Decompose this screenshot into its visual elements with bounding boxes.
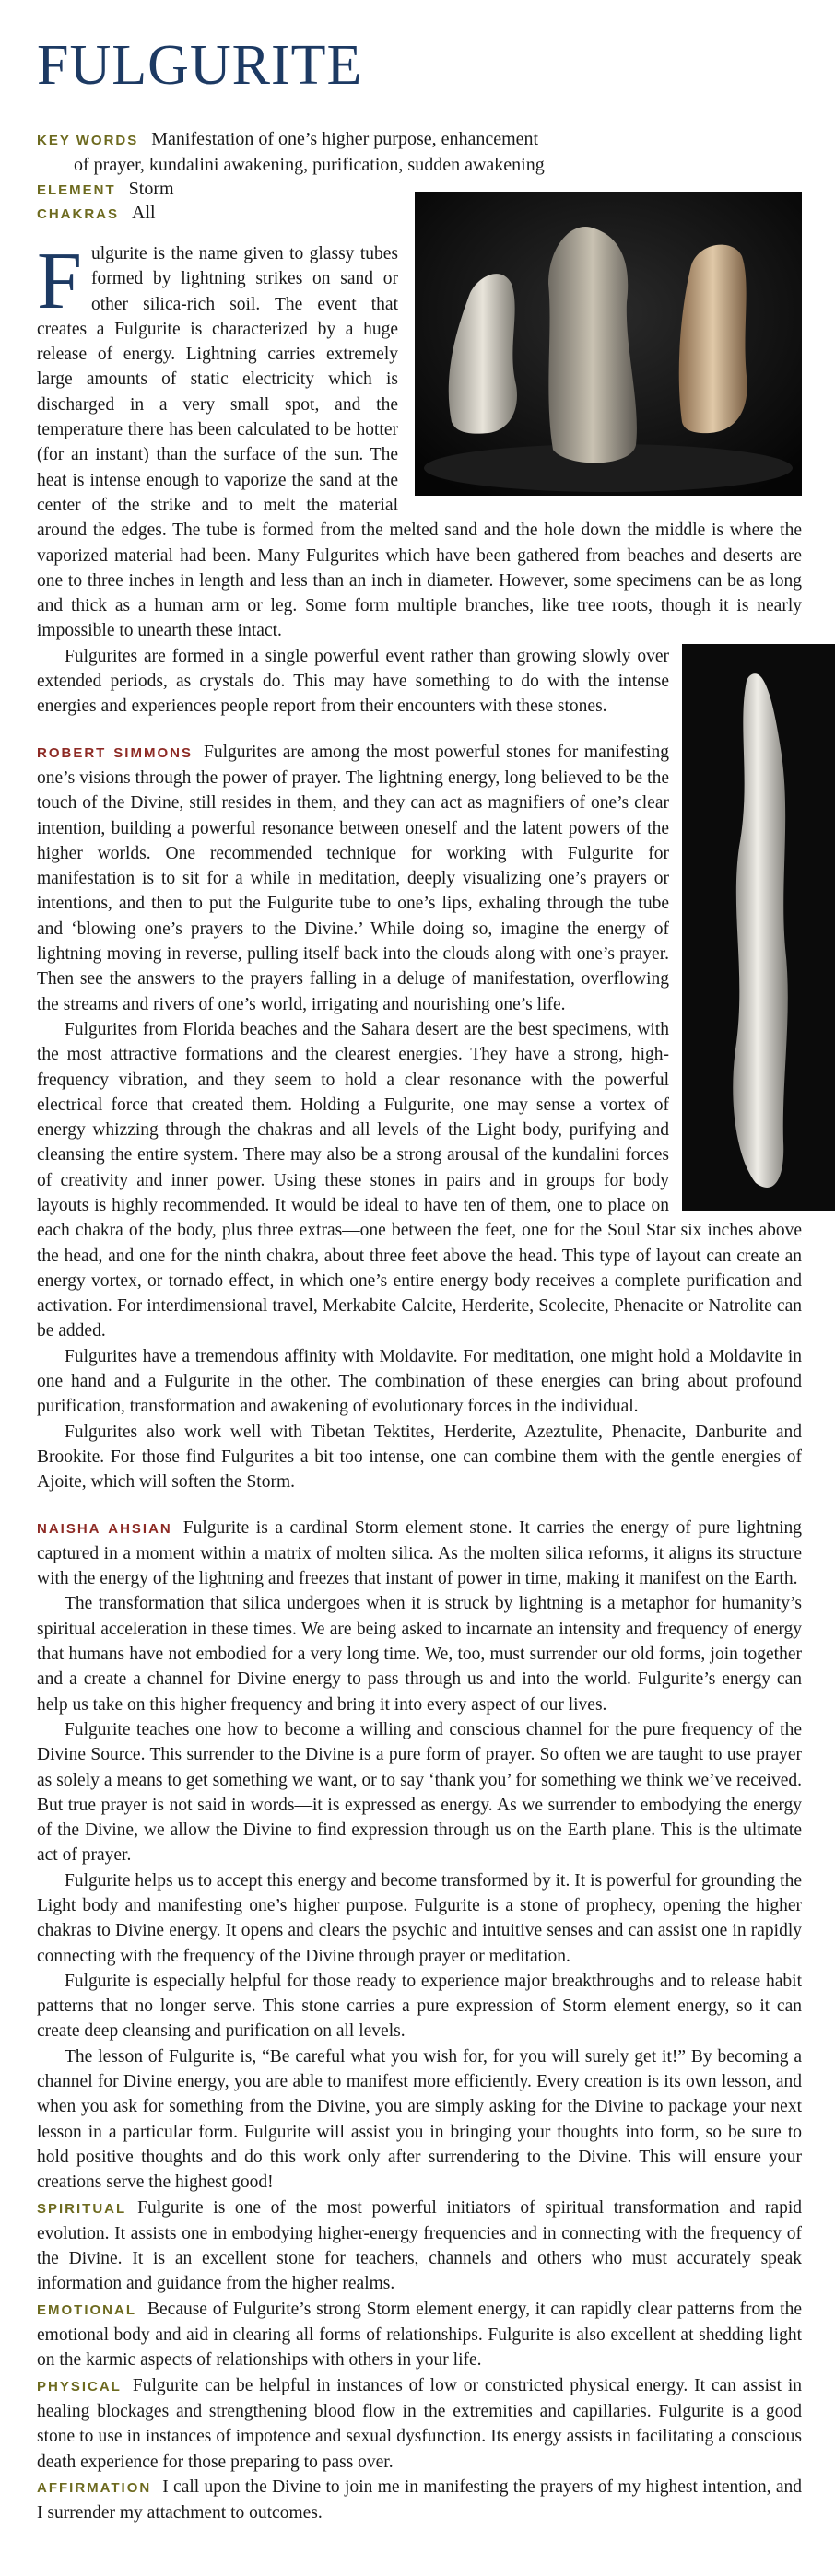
element-row xyxy=(37,177,174,203)
naisha-paragraph-5: Fulgurite is especially helpful for those ready to experience major breakthroughs and to release habit patterns that no longer serve. This stone carries a pure expression of Storm element energy, so it can create deep cleansing and purification on all levels. xyxy=(37,1971,802,2042)
robert-paragraph-2: Fulgurites from Florida beaches and the Sahara desert are the best specimens, with the most attractive formations and the clearest energies. They have a strong, high-frequency vibration, and they seem to hold a clear resonance with the powerful electrical force that created them. Holding a Fulgurite, one may sense a vortex of energy whizzing through the chakras and all levels of the Light body, purifying and cleansing the entire system. There may also be a strong arousal of the kundalini forces of creativity and inner power. Using these stones in pairs and in groups for body layouts is highly recommended. It would be ideal to have ten of them, one to place on each chakra of the body, plus three extras—one between the feet, one for the Soul Star six inches above the head, and one for the ninth chakra, about three feet above the head. This type of layout can create an energy vortex, or tornado effect, in which one’s entire energy body receives a complete purification and activation. For interdimensional travel, Merkabite Calcite, Herderite, Scolecite, Phenacite or Natrolite can be added. xyxy=(37,1019,802,1341)
physical-paragraph: PHYSICAL Fulgurite can be helpful in instances of low or constricted physical energy. It can assist in healing blockages and strengthening blood flow in the extremities and capillaries. Fulgurite is a good stone to use in instances of impotence and sexual dysfunction. Its energy assists in facilitating a conscious death experience for those preparing to pass over. xyxy=(37,2375,802,2472)
main-text xyxy=(37,237,803,2525)
affirmation-label: AFFIRMATION xyxy=(37,2479,152,2496)
robert-simmons-label: ROBERT SIMMONS xyxy=(37,744,193,761)
robert-paragraph-4: Fulgurites also work well with Tibetan Tektites, Herderite, Azeztulite, Phenacite, Danburite and Brookite. For those find Fulgurites a bit too intense, one can combine them with the gentle energies of Ajoite, which will soften the Storm. xyxy=(37,1422,802,1493)
key-words-line1: Manifestation of one’s higher purpose, enhancement xyxy=(151,129,539,149)
naisha-paragraph-6: The lesson of Fulgurite is, “Be careful what you wish for, for you will surely get it!” By becoming a channel for Divine energy, you are able to manifest more efficiently. Every creation is its own lesson, and when you ask for something from the Divine, you are simply asking for the Divine to package your next lesson in a particular form. Fulgurite will assist you in bringing your thoughts into form, so be sure to hold positive thoughts and do this work only after surrendering to the Divine. This will ensure your creations serve the highest good! xyxy=(37,2046,802,2193)
naisha-paragraph-1: NAISHA AHSIAN Fulgurite is a cardinal Storm element stone. It carries the energy of pure lightning captured in a moment within a matrix of molten silica. As the molten silica reforms, it aligns its structure with the energy of the lightning and freezes that instant of power in time, making it manifest on the Earth. xyxy=(37,1517,803,1589)
fulgurite-group-image xyxy=(415,192,802,496)
chakras-value: All xyxy=(132,203,156,223)
naisha-paragraph-4: Fulgurite helps us to accept this energy and become transformed by it. It is powerful for grounding the Light body and manifesting one’s higher purpose. Fulgurite is a stone of prophecy, opening the higher chakras to Divine energy. It opens and clears the psychic and intuitive senses and can assist one in rapidly connecting with the frequency of the Divine through prayer or meditation. xyxy=(37,1870,802,1966)
spiritual-label: SPIRITUAL xyxy=(37,2200,127,2217)
robert-paragraph-3: Fulgurites have a tremendous affinity with Moldavite. For meditation, one might hold a Moldavite in one hand and a Fulgurite in the other. The combination of these energies can bring about profound purification, transformation and awakening of evolutionary forces in the individual. xyxy=(37,1346,802,1417)
naisha-paragraph-3: Fulgurite teaches one how to become a willing and conscious channel for the pure frequency of the Divine Source. This surrender to the Divine is a pure form of prayer. So often we are taught to use prayer as solely a means to get something we want, or to say ‘thank you’ for something we think we’ve received. But true prayer is not said in words—it is expressed as energy. As we surrender to embodying the energy of the Divine, we allow the Divine to find expression through us on the Earth plane. This is the ultimate act of prayer. xyxy=(37,1719,802,1866)
robert-paragraph-1: ROBERT SIMMONS Fulgurites are among the most powerful stones for manifesting one’s visions through the power of prayer. The lightning energy, long believed to be the touch of the Divine, still resides in them, and they can act as magnifiers of one’s clear intention, building a powerful resonance between oneself and the latent powers of the higher worlds. One recommended technique for working with Fulgurite for manifestation is to sit for a while in meditation, deeply visualizing one’s prayers or intentions, and then to put the Fulgurite tube to one’s lips, exhaling through the tube and ‘blowing one’s prayers to the Divine.’ While doing so, imagine the energy of lightning moving in reverse, pulling itself back into the clouds along with one’s prayer. Then see the answers to the prayers falling in a deluge of manifestation, overflowing the streams and rivers of one’s world, irrigating and nourishing one’s life. xyxy=(37,742,669,1014)
naisha-paragraph-2: The transformation that silica undergoes when it is struck by lightning is a metaphor for humanity’s spiritual acceleration in these times. We are being asked to incarnate an intensity and frequency of energy that humans have not embodied for a very long time. We, too, must surrender our old forms, join together and a create a channel for Divine energy to pass through us and into the world. Fulgurite’s energy can help us take on this higher frequency and bring it into every aspect of our lives. xyxy=(37,1594,802,1715)
fulgurite-group-photo xyxy=(415,192,802,496)
key-words-line2: of prayer, kundalini awakening, purification, sudden awakening xyxy=(74,155,545,175)
key-words-label: KEY WORDS xyxy=(37,133,139,148)
emotional-paragraph: EMOTIONAL Because of Fulgurite’s strong Storm element energy, it can rapidly clear patterns from the emotional body and aid in clearing all forms of relationships. Fulgurite is also excellent at shedding light on the karmic aspects of relationships with others in your life. xyxy=(37,2299,802,2371)
key-words-row xyxy=(37,127,545,177)
spiritual-paragraph: SPIRITUAL Fulgurite is one of the most powerful initiators of spiritual transformation and rapid evolution. It assists one in embodying higher-energy frequencies and in connecting with the frequency of the Divine. It is an excellent stone for teachers, channels and others who must accurately speak information and guidance from the higher realms. xyxy=(37,2197,802,2294)
intro-paragraph-1: Fulgurite is the name given to glassy tubes formed by lightning strikes on sand or other silica-rich soil. The event that creates a Fulgurite is characterized by a huge release of energy. Lightning carries extremely large amounts of static electricity which is discharged in a very small spot, and the temperature there has been calculated to be hotter (for an instant) than the surface of the sun. The heat is intense enough to vaporize the sand at the center of the strike and to melt the material around the edges. The tube is formed from the melted sand and the hole down the middle is where the vaporized material had been. Many Fulgurites which have been gathered from beaches and deserts are one to three inches in length and less than an inch in diameter. However, some specimens can be as long and thick as a human arm or leg. Some form multiple branches, like tree roots, though it is nearly impossible to unearth these intact. xyxy=(37,237,802,641)
affirmation-paragraph: AFFIRMATION I call upon the Divine to join me in manifesting the prayers of my highest intention, and I surrender my attachment to outcomes. xyxy=(37,2476,802,2523)
page-title: FULGURITE xyxy=(37,34,363,97)
naisha-ahsian-label: NAISHA AHSIAN xyxy=(37,1520,172,1537)
physical-label: PHYSICAL xyxy=(37,2378,122,2395)
emotional-label: EMOTIONAL xyxy=(37,2301,136,2318)
fulgurite-tall-photo xyxy=(682,644,835,1211)
intro-paragraph-2: Fulgurites are formed in a single powerful event rather than growing slowly over extended periods, as crystals do. This may have something to do with the intense energies and experiences people report from their encounters with these stones. xyxy=(37,646,669,717)
chakras-row xyxy=(37,201,156,227)
drop-cap: F xyxy=(37,237,82,326)
element-label: ELEMENT xyxy=(37,182,116,198)
chakras-label: CHAKRAS xyxy=(37,206,119,222)
element-value: Storm xyxy=(128,179,174,199)
fulgurite-tall-image xyxy=(682,644,835,1211)
